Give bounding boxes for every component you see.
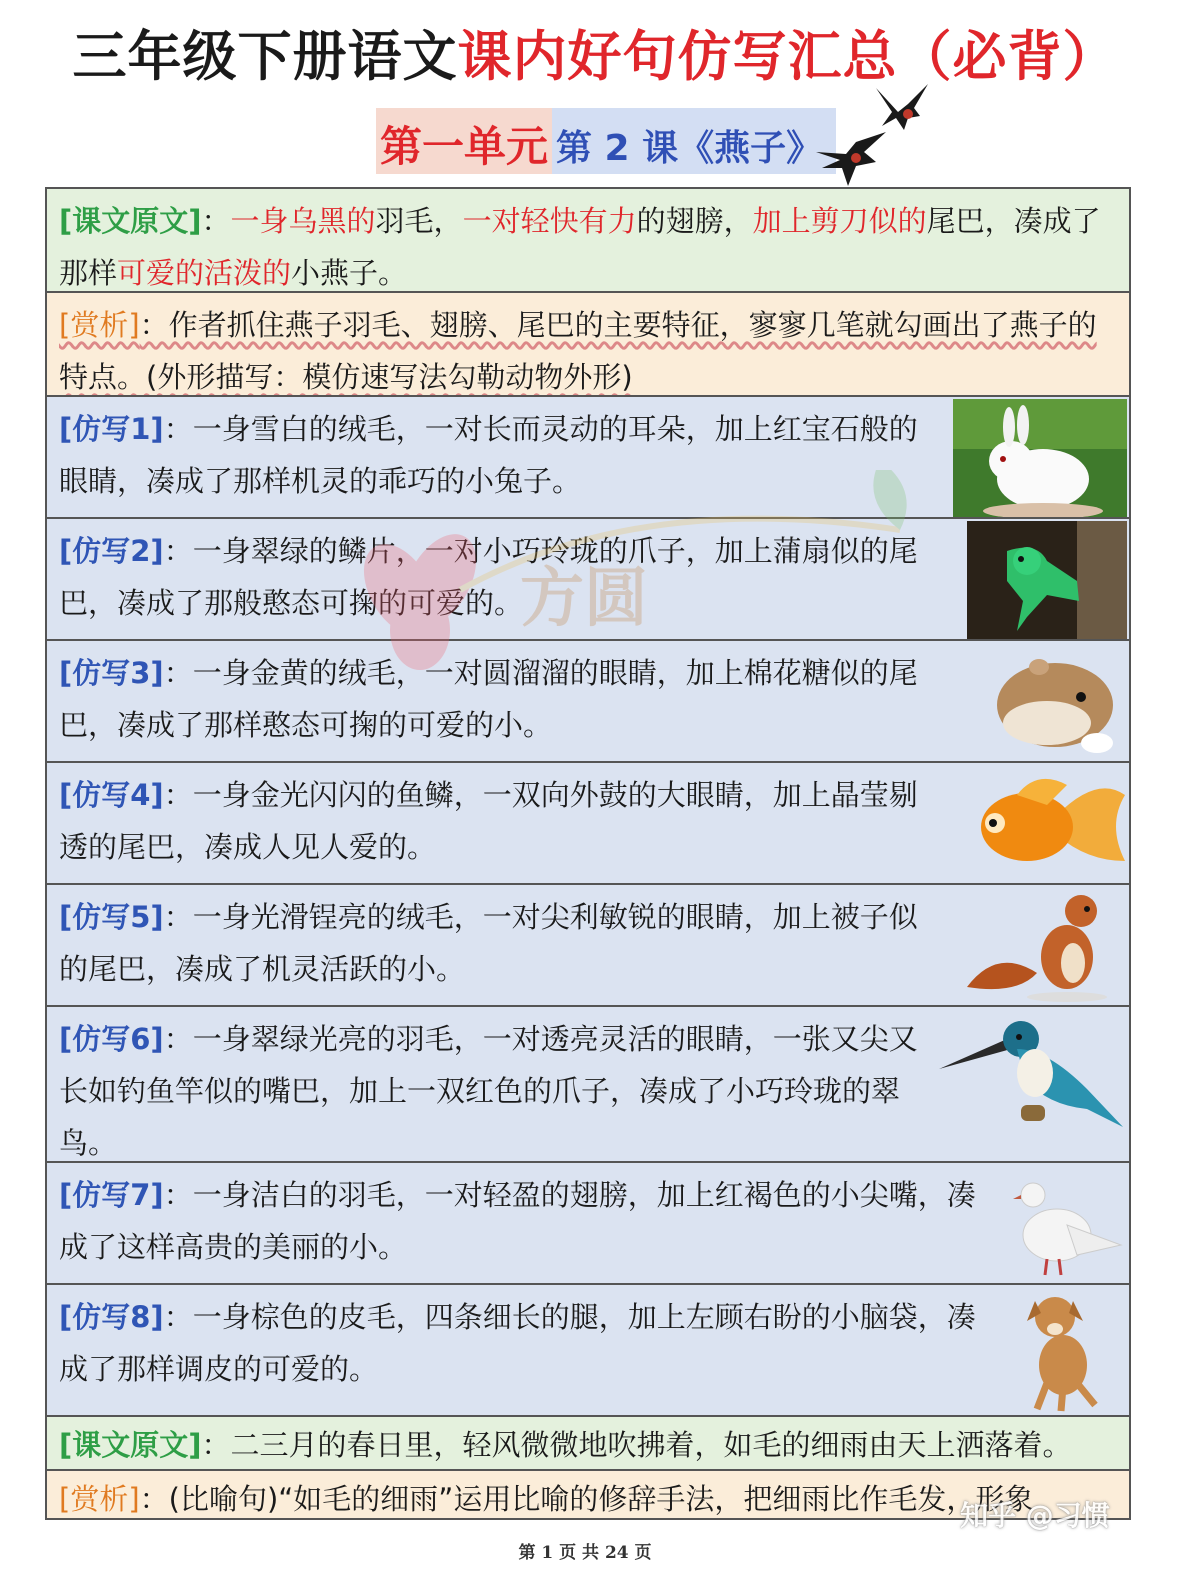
- imitation-text: [仿写8]：一身棕色的皮毛，四条细长的腿，加上左顾右盼的小脑袋，凑成了那样调皮的可爱的。: [59, 1300, 976, 1386]
- imitation-row: [47, 519, 1129, 641]
- original-text-row: [47, 1417, 1129, 1471]
- kingfisher-photo: [937, 1009, 1127, 1135]
- puppy-photo: [997, 1287, 1127, 1413]
- imitation-text: [仿写6]：一身翠绿光亮的羽毛，一对透亮灵活的眼睛，一张又尖又长如钓鱼竿似的嘴巴，加上一双红色的爪子，凑成了小巧玲珑的翠鸟。: [59, 1022, 918, 1160]
- title-red-part: 课内好句仿写汇总（必背）: [457, 25, 1118, 88]
- original-text: [课文原文]：二三月的春日里，轻风微微地吹拂着，如毛的细雨由天上洒落着。: [59, 1428, 1072, 1462]
- swallow-icon: [812, 128, 892, 192]
- imitation-text: [仿写1]：一身雪白的绒毛，一对长而灵动的耳朵，加上红宝石般的眼睛，凑成了那样机灵的乖巧的小兔子。: [59, 412, 918, 498]
- imitation-text: [仿写4]：一身金光闪闪的鱼鳞，一双向外鼓的大眼睛，加上晶莹剔透的尾巴，凑成人见人爱的。: [59, 778, 918, 864]
- analysis-row: [47, 293, 1129, 397]
- unit-label: 第一单元: [376, 108, 552, 174]
- imitation-text: [仿写3]：一身金黄的绒毛，一对圆溜溜的眼睛，加上棉花糖似的尾巴，凑成了那样憨态可掬的可爱的小。: [59, 656, 918, 742]
- imitation-row: [47, 1007, 1129, 1163]
- imitation-text: [仿写2]：一身翠绿的鳞片，一对小巧玲珑的爪子，加上蒲扇似的尾巴，凑成了那般憨态可掬的可爱的。: [59, 534, 918, 620]
- dove-photo: [997, 1165, 1127, 1283]
- original-text: [课文原文]：一身乌黑的羽毛，一对轻快有力的翅膀，加上剪刀似的尾巴，凑成了那样可爱的活泼的小燕子。: [59, 204, 1101, 290]
- original-text-row: [47, 189, 1129, 293]
- goldfish-photo: [957, 765, 1127, 883]
- analysis-text: [赏析]：(比喻句)“如毛的细雨”运用比喻的修辞手法，把细雨比作毛发，形象: [59, 1482, 1034, 1516]
- analysis-label: [赏析]: [59, 1482, 140, 1516]
- original-label: [课文原文]: [59, 1428, 202, 1462]
- lesson-banner: [376, 108, 836, 174]
- imitation-row: [47, 885, 1129, 1007]
- imitation-row: [47, 641, 1129, 763]
- imitation-row: [47, 763, 1129, 885]
- page-title: [0, 14, 1190, 91]
- watermark-text: 方圆: [520, 562, 648, 636]
- imitation-row: [47, 1285, 1129, 1417]
- analysis-label: [赏析]: [59, 308, 140, 342]
- hamster-photo: [977, 643, 1127, 761]
- page-number: 第 1 页 共 24 页: [518, 1543, 652, 1563]
- original-label: [课文原文]: [59, 204, 202, 238]
- analysis-text: [赏析]：作者抓住燕子羽毛、翅膀、尾巴的主要特征，寥寥几笔就勾画出了燕子的特点。(外形描写：模仿速写法勾勒动物外形): [59, 308, 1097, 394]
- imitation-text: [仿写5]：一身光滑锃亮的绒毛，一对尖利敏锐的眼睛，加上被子似的尾巴，凑成了机灵活跃的小。: [59, 900, 918, 986]
- sentence-table: [45, 187, 1131, 1520]
- lesson-label: 第 2 课《燕子》: [552, 108, 836, 174]
- squirrel-photo: [957, 887, 1127, 1005]
- imitation-row: [47, 1163, 1129, 1285]
- imitation-text: [仿写7]：一身洁白的羽毛，一对轻盈的翅膀，加上红褐色的小尖嘴，凑成了这样高贵的美丽的小。: [59, 1178, 976, 1264]
- title-black-part: 三年级下册语文: [72, 25, 458, 88]
- lizard-photo: [967, 521, 1127, 639]
- zhihu-watermark: 知乎 @习惯: [960, 1499, 1110, 1532]
- imitation-row: [47, 397, 1129, 519]
- rabbit-photo: [953, 399, 1127, 517]
